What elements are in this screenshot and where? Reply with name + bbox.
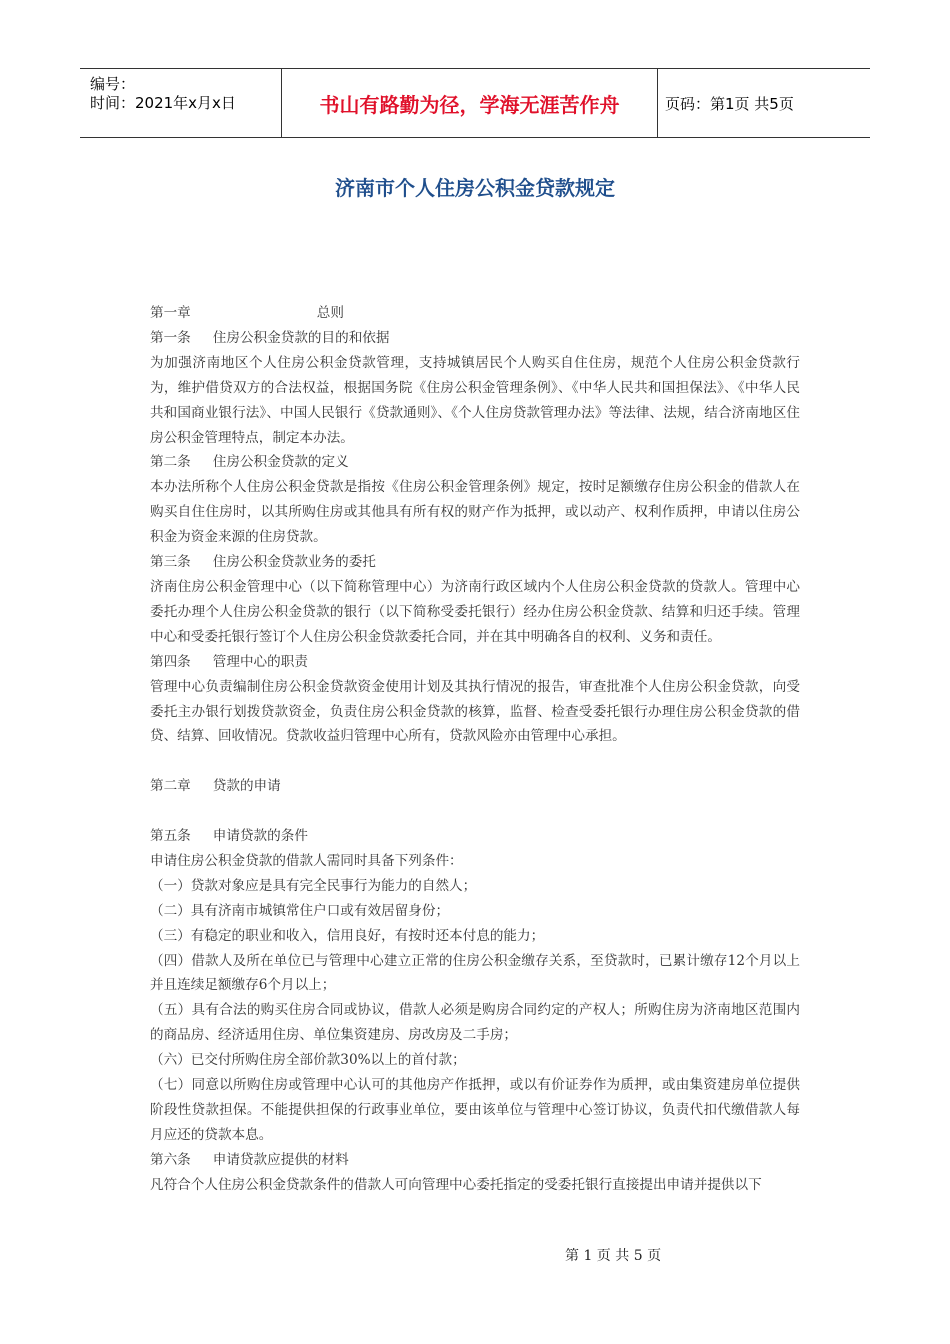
document-title: 济南市个人住房公积金贷款规定 — [335, 176, 615, 200]
header-page-info: 页码：第1页 共5页 — [665, 94, 794, 113]
document-number-label: 编号： — [90, 75, 136, 93]
page-header — [80, 68, 870, 138]
header-motto: 书山有路勤为径，学海无涯苦作舟 — [281, 69, 658, 137]
condition-item: （二）具有济南市城镇常住户口或有效居留身份； — [150, 902, 450, 919]
article-text: 济南住房公积金管理中心（以下简称管理中心）为济南行政区域内个人住房公积金贷款的贷款人。管理中心委托办理个人住房公积金贷款的银行（以下简称受委托银行）经办住房公积金贷款、结算和归还手续。管理中心和受委托银行签订个人住房公积金贷款委托合同，并在其中明确各自的权利、义务和责任。 — [150, 578, 800, 645]
article-text: 本办法所称个人住房公积金贷款是指按《住房公积金管理条例》规定，按时足额缴存住房公积金的借款人在购买自住住房时，以其所购住房或其他具有所有权的财产作为抵押，或以动产、权利作质押，申请以住房公积金为资金来源的住房贷款。 — [150, 479, 800, 546]
condition-item: （四）借款人及所在单位已与管理中心建立正常的住房公积金缴存关系，至贷款时，已累计缴存12个月以上并且连续足额缴存6个月以上； — [150, 952, 800, 994]
chapter-heading: 第二章 贷款的申请 — [150, 778, 281, 795]
document-body — [150, 301, 800, 1198]
article-heading: 第一条 住房公积金贷款的目的和依据 — [150, 329, 390, 346]
condition-item: （一）贷款对象应是具有完全民事行为能力的自然人； — [150, 877, 477, 894]
article-text: 申请住房公积金贷款的借款人需同时具备下列条件： — [150, 852, 463, 869]
chapter-heading: 第一章 总则 — [150, 305, 344, 321]
article-text: 为加强济南地区个人住房公积金贷款管理，支持城镇居民个人购买自住住房，规范个人住房公积金贷款行为，维护借贷双方的合法权益，根据国务院《住房公积金管理条例》、《中华人民共和国担保法》、《中华人民共和国商业银行法》、中国人民银行《贷款通则》、《个人住房贷款管理办法》等法律、法规，结合济南地区住房公积金管理特点，制定本办法。 — [150, 354, 800, 446]
page-footer: 第 1 页 共 5 页 — [565, 1248, 662, 1264]
condition-item: （三）有稳定的职业和收入，信用良好，有按时还本付息的能力； — [150, 927, 545, 944]
article-heading: 第六条 申请贷款应提供的材料 — [150, 1151, 349, 1168]
article-text: 凡符合个人住房公积金贷款条件的借款人可向管理中心委托指定的受委托银行直接提出申请并提供以下 — [150, 1176, 762, 1193]
condition-item: （五）具有合法的购买住房合同或协议，借款人必须是购房合同约定的产权人；所购住房为济南地区范围内的商品房、经济适用住房、单位集资建房、房改房及二手房； — [150, 1002, 800, 1044]
article-heading: 第四条 管理中心的职责 — [150, 653, 308, 670]
article-heading: 第三条 住房公积金贷款业务的委托 — [150, 554, 376, 571]
header-meta — [90, 75, 280, 113]
condition-item: （七）同意以所购住房或管理中心认可的其他房产作抵押，或以有价证券作为质押，或由集资建房单位提供阶段性贷款担保。不能提供担保的行政事业单位，要由该单位与管理中心签订协议，负责代扣代缴借款人每月应还的贷款本息。 — [150, 1077, 800, 1143]
article-heading: 第二条 住房公积金贷款的定义 — [150, 454, 349, 471]
article-text: 管理中心负责编制住房公积金贷款资金使用计划及其执行情况的报告，审查批准个人住房公积金贷款，向受委托主办银行划拨贷款资金，负责住房公积金贷款的核算，监督、检查受委托银行办理住房公积金贷款的借贷、结算、回收情况。贷款收益归管理中心所有，贷款风险亦由管理中心承担。 — [150, 678, 800, 745]
condition-item: （六）已交付所购住房全部价款30%以上的首付款； — [150, 1052, 466, 1069]
article-heading: 第五条 申请贷款的条件 — [150, 828, 308, 844]
document-time-label: 时间：2021年x月x日 — [90, 94, 236, 112]
